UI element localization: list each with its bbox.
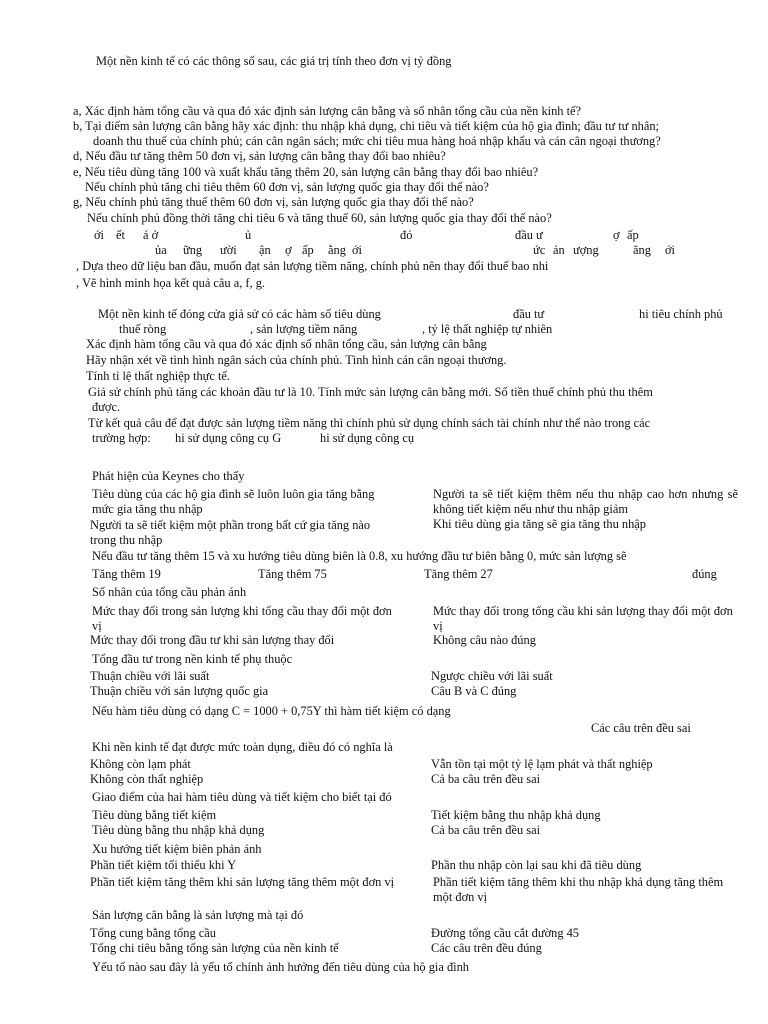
quiz-option: Không câu nào đúng — [433, 633, 536, 647]
fragment: ững — [183, 243, 203, 257]
quiz-option: Phần tiết kiệm tối thiểu khi Y — [90, 858, 237, 872]
quiz-option: Người ta sẽ tiết kiệm thêm nếu thu nhập cao hơn nhưng sẽ không tiết kiệm nếu như thu nhập giảm — [433, 487, 738, 516]
quiz-option: Tăng thêm 75 — [258, 567, 327, 581]
quiz-question: Số nhân của tổng cầu phản ánh — [92, 585, 247, 599]
fragment: ới — [94, 228, 104, 242]
question-h: Nếu chính phủ đồng thời tăng chi tiêu 6 và tăng thuế 60, sản lượng quốc gia thay đổi thế nào? — [87, 211, 552, 225]
section2-item-1: Xác định hàm tổng cầu và qua đó xác định số nhân tổng cầu, sản lượng cân bằng — [86, 337, 487, 351]
quiz-option: Tổng chi tiêu bằng tổng sản lượng của nền kinh tế — [90, 941, 339, 955]
fragment: ủ — [245, 228, 252, 242]
quiz-question: Khi nền kinh tế đạt được mức toàn dụng, điều đó có nghĩa là — [92, 740, 393, 754]
quiz-option: Các câu trên đều sai — [591, 721, 691, 735]
quiz-option: Thuận chiều với sản lượng quốc gia — [90, 684, 269, 698]
quiz-option: Tăng thêm 19 — [92, 567, 161, 581]
quiz-question: Giao điểm của hai hàm tiêu dùng và tiết kiệm cho biết tại đó — [92, 790, 392, 804]
quiz-option: Đường tổng cầu cắt đường 45 — [431, 926, 580, 940]
fragment: ằng — [328, 243, 346, 257]
quiz-question: Xu hướng tiết kiệm biên phản ánh — [92, 842, 262, 856]
fragment: ản — [553, 243, 565, 257]
fragment: ức — [533, 243, 546, 257]
quiz-question: Sản lượng cân bằng là sản lượng mà tại đó — [92, 908, 304, 922]
section2-intro-1: Một nền kinh tế đóng cửa giả sử có các hàm số tiêu dùng — [98, 307, 381, 321]
fragment: ấp — [627, 228, 639, 242]
fragment: ợ — [285, 243, 292, 257]
quiz-option: Mức thay đổi trong sản lượng khi tổng cầu thay đổi một đơn vị — [92, 604, 392, 633]
question-k: , Dựa theo dữ liệu ban đầu, muốn đạt sản lượng tiềm năng, chính phủ nên thay đổi thuế bao nhi — [76, 259, 549, 273]
quiz-option: Không còn lạm phát — [90, 757, 191, 771]
section2-item-3: Tính tỉ lệ thất nghiệp thực tế. — [86, 369, 231, 383]
quiz-option: Phần tiết kiệm tăng thêm khi thu nhập khả dụng tăng thêm một đơn vị — [433, 875, 724, 904]
quiz-option: Tiết kiệm bằng thu nhập khả dụng — [431, 808, 601, 822]
fragment: ượng — [573, 243, 599, 257]
quiz-option: Cả ba câu trên đều sai — [431, 823, 541, 837]
section2-line2-3: , tỷ lệ thất nghiệp tự nhiên — [422, 322, 553, 336]
fragment: ợ — [613, 228, 620, 242]
quiz-option: Cả ba câu trên đều sai — [431, 772, 541, 786]
fragment: ủa — [155, 243, 167, 257]
question-g: g, Nếu chính phủ tăng thuế thêm 60 đơn vị, sản lượng quốc gia thay đổi thế nào? — [73, 195, 474, 209]
fragment: ới — [665, 243, 675, 257]
section2-line2-1: thuế ròng — [119, 322, 167, 336]
quiz-option: Khi tiêu dùng gia tăng sẽ gia tăng thu nhập — [433, 517, 647, 531]
quiz-option: Người ta sẽ tiết kiệm một phần trong bất cứ gia tăng nào trong thu nhập — [90, 518, 371, 547]
fragment: ười — [220, 243, 237, 257]
section2-item-4: Giả sử chính phủ tăng các khoản đầu tư là 10. Tính mức sản lượng cân bằng mới. Số tiền thuế chính phủ thu thêm — [88, 385, 653, 399]
question-a: a, Xác định hàm tổng cầu và qua đó xác định sản lượng cân bằng và số nhân tổng cầu của nền kinh tế? — [73, 104, 582, 118]
question-b-cont: doanh thu thuế của chính phủ; cán cân ngân sách; mức chi tiêu mua hàng hoá nhập khẩu và cán cân ngoại thương? — [93, 134, 661, 148]
quiz-option: Phần thu nhập còn lại sau khi đã tiêu dùng — [431, 858, 642, 872]
quiz-option: Tiêu dùng của các hộ gia đình sẽ luôn luôn gia tăng bằng mức gia tăng thu nhập — [92, 487, 375, 516]
fragment: ấp — [302, 243, 314, 257]
quiz-option: đúng — [692, 567, 717, 581]
question-e: e, Nếu tiêu dùng tăng 100 và xuất khẩu tăng thêm 20, sản lượng cân bằng thay đổi bao nhiêu? — [73, 165, 539, 179]
quiz-question: Tổng đầu tư trong nền kinh tế phụ thuộc — [92, 652, 293, 666]
quiz-option: Câu B và C đúng — [431, 684, 517, 698]
section2-item-5-cont: trường hợp: — [92, 431, 151, 445]
section2-item-2: Hãy nhận xét về tình hình ngân sách của chính phủ. Tình hình cán cân ngoại thương. — [86, 353, 507, 367]
quiz-option: Tăng thêm 27 — [424, 567, 493, 581]
fragment: đầu ư — [515, 228, 543, 242]
fragment: ết — [116, 228, 125, 242]
quiz-option: Vẫn tồn tại một tỷ lệ lạm phát và thất nghiệp — [431, 757, 653, 771]
section2-case-t: hi sử dụng công cụ — [320, 431, 415, 445]
fragment: ận — [259, 243, 271, 257]
question-l: , Vẽ hình minh họa kết quả câu a, f, g. — [76, 276, 266, 290]
quiz-option: Tiêu dùng bằng thu nhập khả dụng — [92, 823, 265, 837]
section2-case-g: hi sử dụng công cụ G — [175, 431, 282, 445]
quiz-question: Nếu đầu tư tăng thêm 15 và xu hướng tiêu dùng biên là 0.8, xu hướng đầu tư biên bằng 0, mức sản lượng sẽ — [92, 549, 627, 563]
fragment: đó — [400, 228, 413, 242]
question-d: d, Nếu đầu tư tăng thêm 50 đơn vị, sản lượng cân bằng thay đổi bao nhiêu? — [73, 149, 446, 163]
quiz-option: Mức thay đổi trong đầu tư khi sản lượng thay đổi — [90, 633, 335, 647]
quiz-option: Thuận chiều với lãi suất — [90, 669, 210, 683]
fragment: ới — [352, 243, 362, 257]
quiz-option: Các câu trên đều đúng — [431, 941, 542, 955]
fragment: ăng — [633, 243, 651, 257]
section2-line2-2: , sản lượng tiềm năng — [250, 322, 358, 336]
quiz-question: Phát hiện của Keynes cho thấy — [92, 469, 245, 483]
question-f: Nếu chính phủ tăng chi tiêu thêm 60 đơn vị, sản lượng quốc gia thay đổi thế nào? — [85, 180, 489, 194]
quiz-option: Tiêu dùng bằng tiết kiệm — [92, 808, 217, 822]
section2-item-4-cont: được. — [92, 400, 121, 414]
section2-intro-2: đầu tư — [513, 307, 545, 321]
quiz-option: Ngược chiều với lãi suất — [431, 669, 553, 683]
section2-item-5: Từ kết quả câu để đạt được sản lượng tiềm năng thì chính phủ sử dụng chính sách tài chính như thế nào trong các — [88, 416, 651, 430]
question-b: b, Tại điểm sản lượng cân bằng hãy xác định: thu nhập khả dụng, chi tiêu và tiết kiệm của hộ gia đình; đầu tư tư nhân; — [73, 119, 659, 133]
quiz-option: Mức thay đổi trong tổng cầu khi sản lượng thay đổi một đơn vị — [433, 604, 733, 633]
fragment: á ở — [143, 228, 159, 242]
quiz-option: Tổng cung bằng tổng cầu — [90, 926, 216, 940]
quiz-question: Yếu tố nào sau đây là yếu tố chính ảnh hưởng đến tiêu dùng của hộ gia đình — [92, 960, 469, 974]
quiz-option: Không còn thất nghiệp — [90, 772, 204, 786]
quiz-question: Nếu hàm tiêu dùng có dạng C = 1000 + 0,75Y thì hàm tiết kiệm có dạng — [92, 704, 451, 718]
section1-intro: Một nền kinh tế có các thông số sau, các giá trị tính theo đơn vị tỷ đồng — [96, 54, 452, 68]
section2-intro-3: hi tiêu chính phủ — [639, 307, 723, 321]
quiz-option: Phần tiết kiệm tăng thêm khi sản lượng tăng thêm một đơn vị — [90, 875, 395, 889]
